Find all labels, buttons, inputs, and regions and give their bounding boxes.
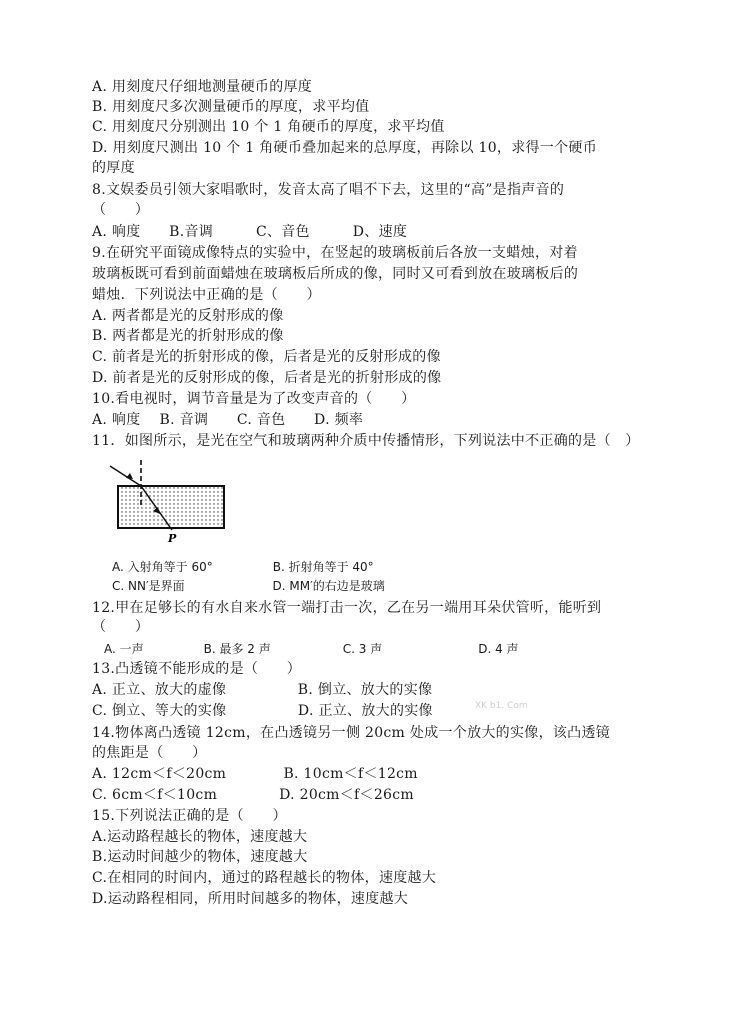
q9-option-d: D. 前者是光的反射形成的像，后者是光的折射形成的像 <box>92 370 442 386</box>
q14-options-cd: C. 6cm＜f＜10cm D. 20cm＜f＜26cm <box>92 787 414 803</box>
q12-stem: 12.甲在足够长的有水自来水管一端打击一次，乙在另一端用耳朵伏管听，能听到 <box>92 600 602 616</box>
q13-options-ab: A. 正立、放大的虚像 B. 倒立、放大的实像 <box>92 682 433 698</box>
q15-option-a: A.运动路程越长的物体，速度越大 <box>92 829 308 845</box>
q14-options-ab: A. 12cm＜f＜20cm B. 10cm＜f＜12cm <box>92 766 418 782</box>
q8-options: A. 响度 B.音调 C、音色 D、速度 <box>92 224 408 240</box>
q14-stem-1: 14.物体离凸透镜 12cm，在凸透镜另一侧 20cm 处成一个放大的实像，该凸透镜 <box>92 725 611 741</box>
q9-option-b: B. 两者都是光的折射形成的像 <box>92 328 284 344</box>
q8-stem: 8.文娱委员引领大家唱歌时，发音太高了唱不下去，这里的“高”是指声音的 <box>92 182 565 198</box>
q8-blank: （ ） <box>92 202 150 218</box>
q15-option-d: D.运动路程相同，所用时间越多的物体，速度越大 <box>92 891 409 907</box>
q9-stem-3: 蜡烛．下列说法中正确的是（ ） <box>92 287 321 303</box>
q15-stem: 15.下列说法正确的是（ ） <box>92 808 287 824</box>
q7-option-d: D. 用刻度尺测出 10 个 1 角硬币叠加起来的总厚度，再除以 10，求得一个硬币 <box>92 140 598 156</box>
q7-option-d-cont: 的厚度 <box>92 160 135 176</box>
q13-options-cd: C. 倒立、等大的实像 D. 正立、放大的实像 <box>92 703 433 719</box>
q11-options-ab: A. 入射角等于 60° B. 折射角等于 40° <box>112 560 374 574</box>
q12-options: A. 一声 B. 最多 2 声 C. 3 声 D. 4 声 <box>104 642 519 656</box>
q9-option-a: A. 两者都是光的反射形成的像 <box>92 308 284 324</box>
point-p-label: P <box>168 532 177 545</box>
watermark: XK b1. Com <box>475 701 528 711</box>
incident-arrow-icon <box>126 473 133 479</box>
q12-blank: （ ） <box>92 619 150 635</box>
q7-option-a: A. 用刻度尺仔细地测量硬币的厚度 <box>92 79 313 95</box>
q10-options: A. 响度 B. 音调 C. 音色 D. 频率 <box>92 412 364 428</box>
refraction-diagram <box>108 458 228 546</box>
q11-stem: 11．如图所示，是光在空气和玻璃两种介质中传播情形，下列说法中不正确的是（ ） <box>92 433 640 449</box>
q9-stem-2: 玻璃板既可看到前面蜡烛在玻璃板后所成的像，同时又可看到放在玻璃板后的 <box>92 266 579 282</box>
q15-option-b: B.运动时间越少的物体，速度越大 <box>92 849 308 865</box>
q15-option-c: C.在相同的时间内，通过的路程越长的物体，速度越大 <box>92 870 437 886</box>
q10-stem: 10.看电视时，调节音量是为了改变声音的（ ） <box>92 391 416 407</box>
q7-option-c: C. 用刻度尺分别测出 10 个 1 角硬币的厚度，求平均值 <box>92 119 445 135</box>
q14-stem-2: 的焦距是（ ） <box>92 745 207 761</box>
q13-stem: 13.凸透镜不能形成的是（ ） <box>92 661 302 677</box>
q9-stem-1: 9.在研究平面镜成像特点的实验中，在竖起的玻璃板前后各放一支蜡烛，对着 <box>92 245 578 261</box>
q11-options-cd: C. NN′是界面 D. MM′的右边是玻璃 <box>112 579 385 593</box>
glass-block <box>118 486 224 528</box>
q7-option-b: B. 用刻度尺多次测量硬币的厚度，求平均值 <box>92 99 370 115</box>
incident-ray <box>110 466 141 486</box>
q9-option-c: C. 前者是光的折射形成的像，后者是光的反射形成的像 <box>92 349 441 365</box>
